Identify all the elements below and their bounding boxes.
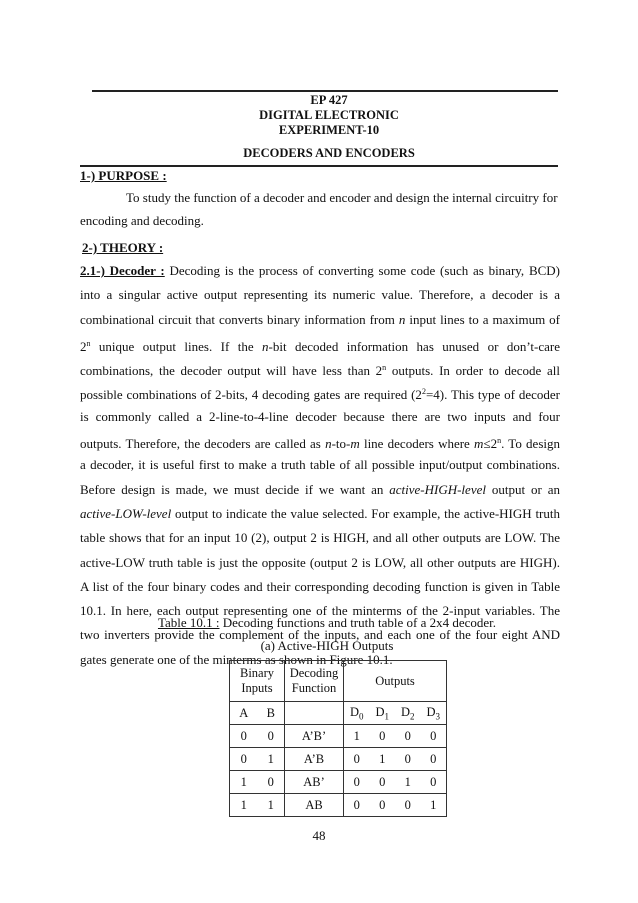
bottom-rule: [80, 165, 558, 167]
col-a: A: [230, 702, 258, 725]
theory-line: 2$^n$ unique output lines. If the n-bit decoded information has unused or don’t-care: [80, 338, 561, 354]
theory-paragraph: [80, 259, 560, 672]
purpose-heading: 1-) PURPOSE :: [80, 168, 167, 183]
purpose-text-line1: To study the function of a decoder and encoder and design the internal circuitry for: [126, 190, 558, 205]
table-row: 0 0 A’B’ 1 0 0 0: [230, 725, 447, 748]
theory-heading: 2-) THEORY :: [82, 240, 164, 255]
truth-table: [229, 660, 447, 817]
col-d1: $D_1$: [370, 702, 395, 725]
theory-line: active-LOW truth table is just the opposite (output 2 is LOW, all other outputs are HIGH).: [80, 554, 560, 570]
header-decoding-function: Decoding Function: [285, 661, 344, 702]
theory-line: combinational circuit that converts binary information from n input lines to a maximum of: [80, 311, 560, 327]
table-caption: Table 10.1 : Decoding functions and truth table of a 2x4 decoder.: [157, 615, 497, 630]
table-row: 1 0 AB’ 0 0 1 0: [230, 771, 447, 794]
page-number: 48: [312, 828, 326, 843]
course-name: DIGITAL ELECTRONIC: [259, 108, 399, 122]
theory-line: combinations, the decoder output will have less than 2$^n$ outputs. In order to decode all: [80, 363, 560, 379]
course-code: EP 427: [310, 93, 348, 107]
theory-line: outputs. Therefore, the decoders are called as n-to-m line decoders where $m\le 2^n$. To design: [80, 436, 560, 452]
theory-line: two inverters provide the complement of the inputs, and each one of the four eight AND: [80, 627, 560, 643]
theory-line: 2.1-) Decoder : Decoding is the process of converting some code (such as binary, BCD): [80, 263, 561, 278]
table-row: 1 1 AB 0 0 0 1: [230, 794, 447, 817]
header-outputs: Outputs: [344, 661, 447, 702]
decoder-subheading: 2.1-) Decoder :: [80, 263, 165, 278]
top-rule: [92, 90, 558, 92]
experiment-title: DECODERS AND ENCODERS: [243, 146, 415, 160]
theory-line: A list of the four binary codes and their corresponding decoding function is given in Table: [80, 578, 560, 594]
purpose-text-line2: encoding and decoding.: [80, 213, 204, 228]
table-column-row: [230, 702, 447, 725]
col-d2: $D_2$: [395, 702, 420, 725]
theory-line: a decoder, it is useful first to make a truth table of all possible input/output combinations.: [80, 457, 560, 473]
col-function: [285, 702, 344, 725]
theory-line: 10.1. In here, each output representing one of the minterms of the 2-input variables. The: [80, 603, 560, 619]
theory-line: gates generate one of the minterms as shown in Figure 10.1.: [80, 651, 393, 667]
theory-line: Before design is made, we must decide if we want an active-HIGH-level output or an: [80, 481, 560, 497]
table-subcaption: (a) Active-HIGH Outputs: [260, 638, 394, 653]
col-d0: $D_0$: [344, 702, 370, 725]
col-b: B: [258, 702, 285, 725]
theory-line: possible combinations of 2-bits, 4 decoding gates are required $(2^2=4)$. This type of decoder: [80, 387, 560, 403]
col-d3: $D_3$: [420, 702, 446, 725]
theory-line: table shows that for an input 10 (2), output 2 is HIGH, and all other outputs are LOW. The: [80, 530, 560, 546]
table-header-row: [230, 661, 447, 702]
table-row: 0 1 A’B 0 1 0 0: [230, 748, 447, 771]
theory-line: is commonly called a 2-line-to-4-line decoder because there are two inputs and four: [80, 408, 560, 424]
theory-line: into a singular active output representing its numeric value. Therefore, a decoder is a: [80, 287, 560, 303]
theory-line: active-LOW-level output to indicate the value selected. For example, the active-HIGH truth: [80, 505, 560, 521]
header-binary-inputs: Binary Inputs: [230, 661, 285, 702]
experiment-number: EXPERIMENT-10: [278, 123, 380, 137]
